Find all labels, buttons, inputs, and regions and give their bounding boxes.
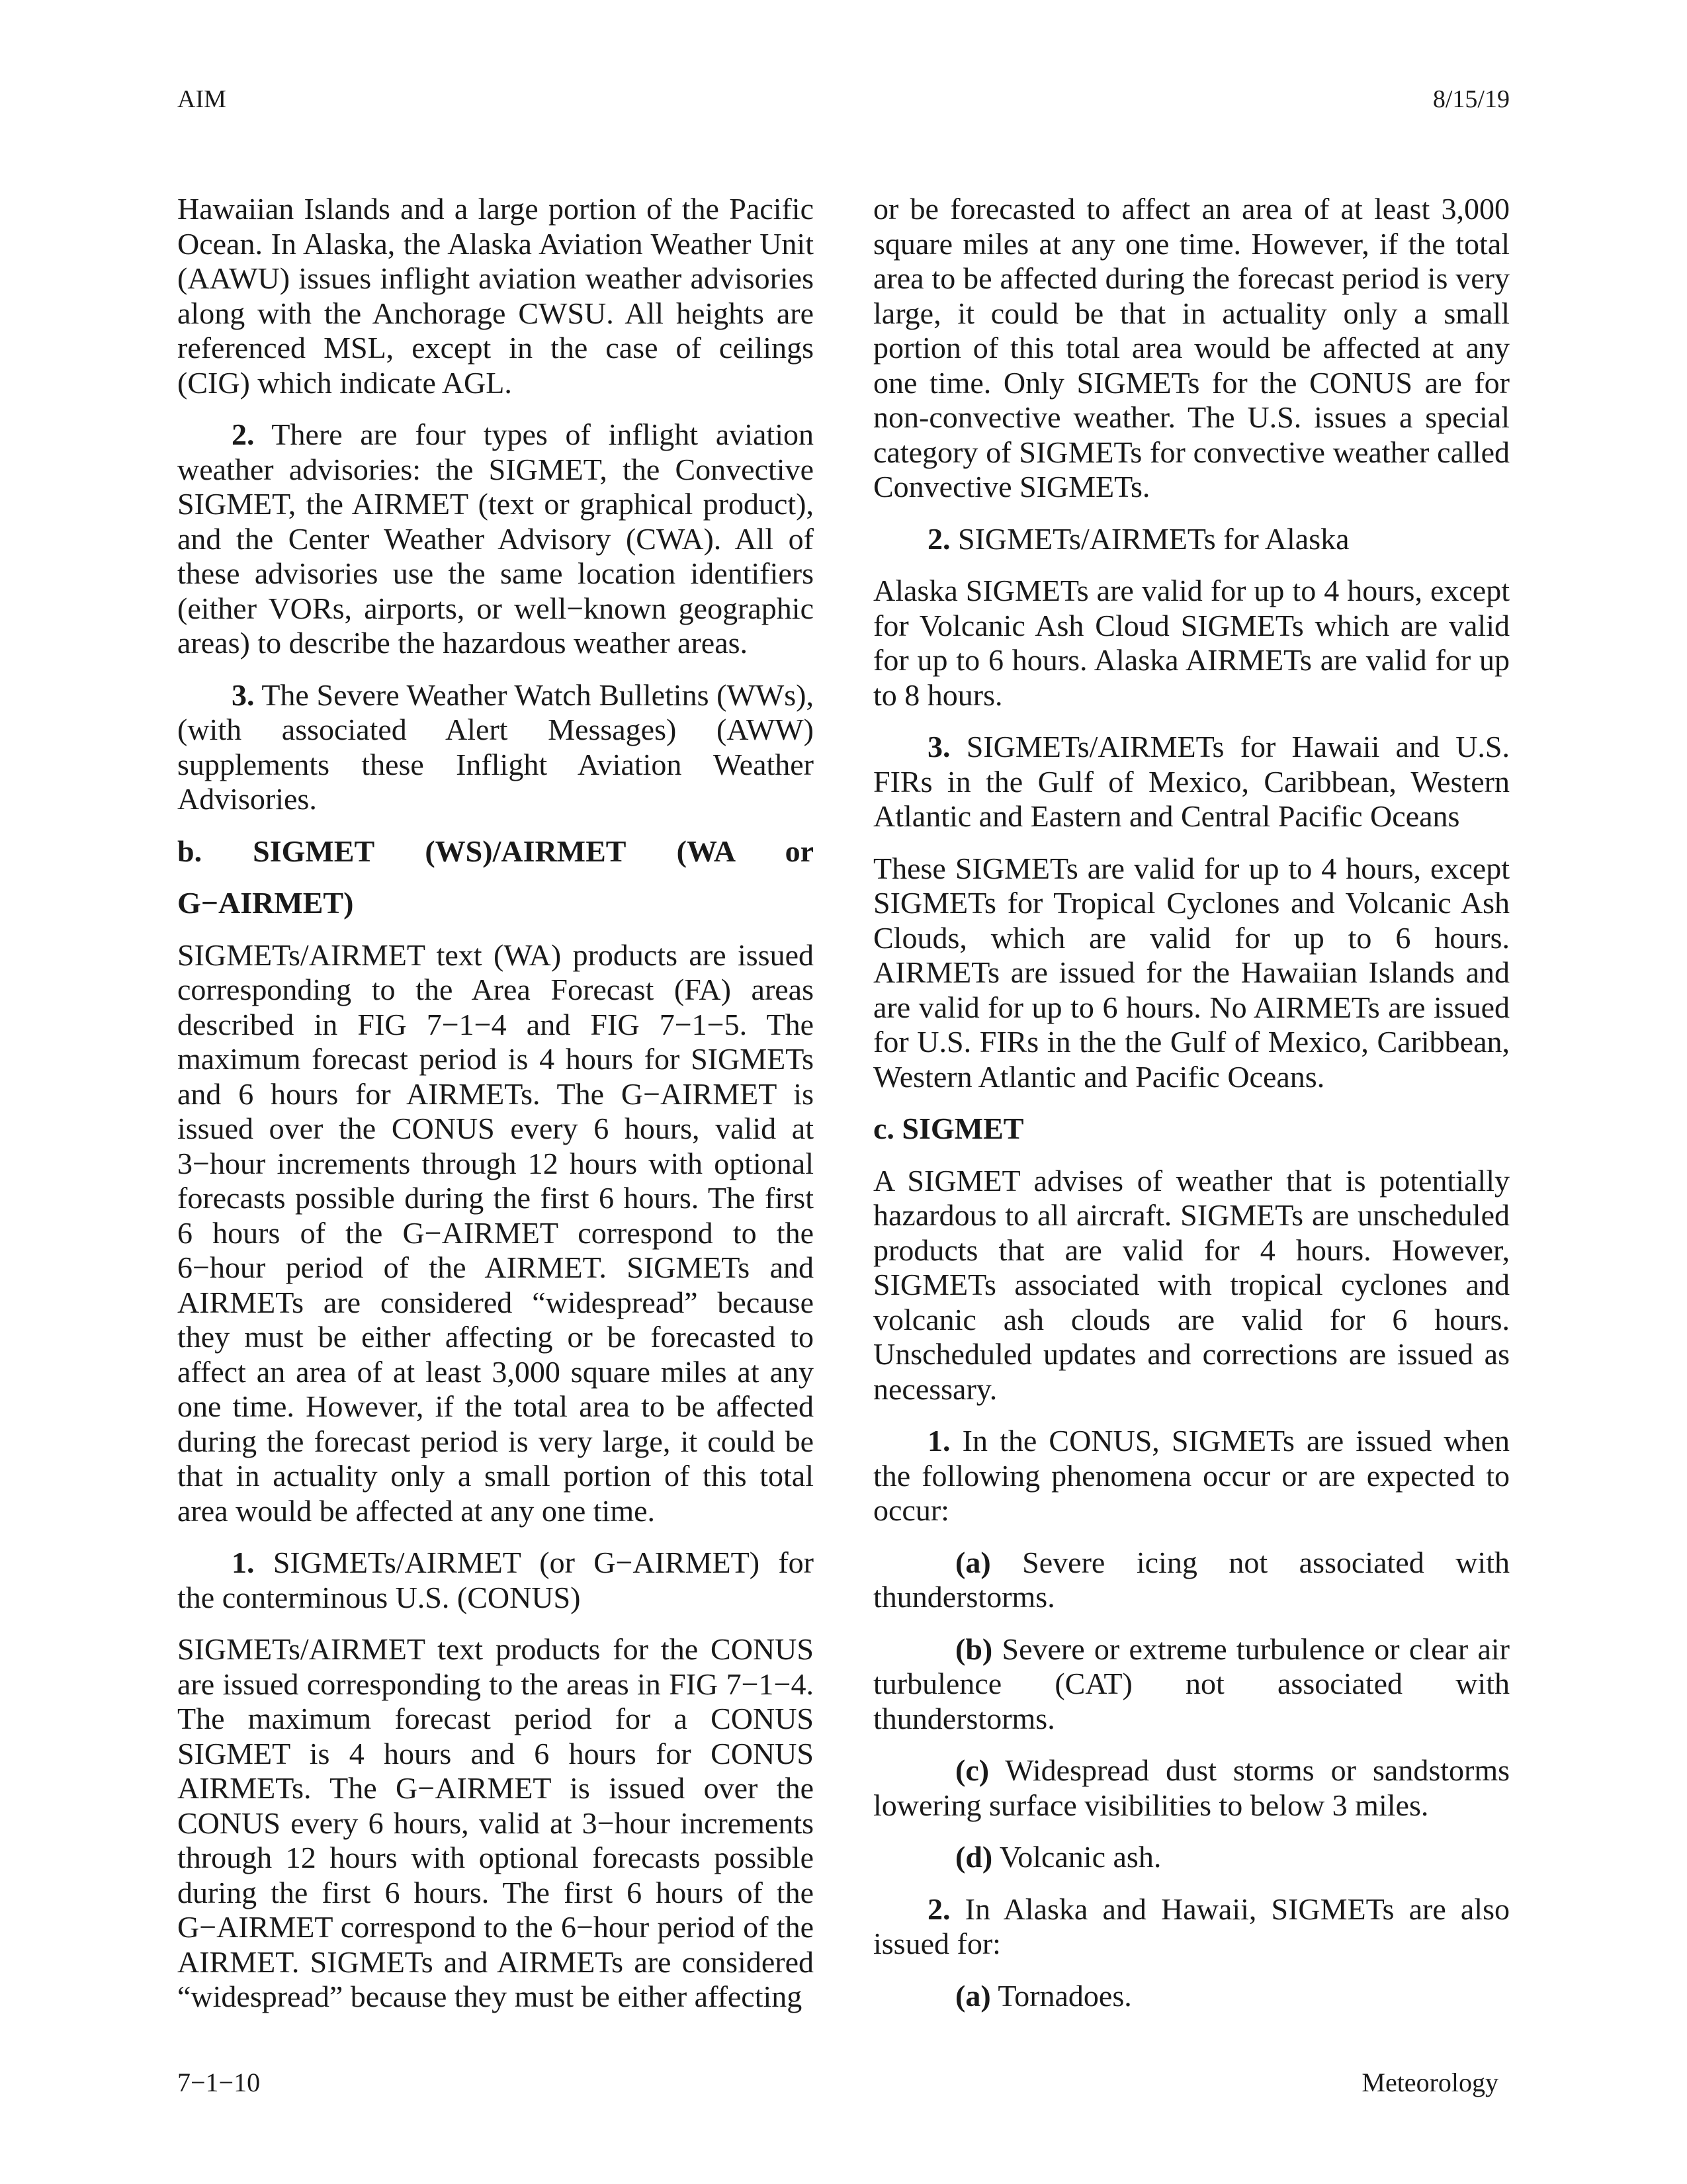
header-date: 8/15/19 (1432, 85, 1510, 113)
numbered-paragraph (177, 1546, 814, 1615)
paragraph-text: SIGMETs/AIRMETs for Hawaii and U.S. FIRs in the Gulf of Mexico, Caribbean, Western Atlantic and Eastern and Central Pacific Oceans (873, 730, 1510, 833)
paragraph: SIGMETs/AIRMET text products for the CONUS are issued corresponding to the areas in FIG 7−1−4. The maximum forecast period for a CONUS SIGMET is 4 hours and 6 hours for CONUS AIRMETs. The G−AIRMET is issued over the CONUS every 6 hours, valid at 3−hour increments through 12 hours with optional forecasts possible during the first 6 hours. The first 6 hours of the G−AIRMET correspond to the 6−hour period of the AIRMET. SIGMETs and AIRMETs are considered “widespread” because they must be either affecting (177, 1632, 814, 2013)
item-letter: (d) (955, 1840, 993, 1874)
paragraph: or be forecasted to affect an area of at least 3,000 square miles at any one time. However, if the total area to be affected during the forecast period is very large, it could be that in actuality only a small portion of this total area would be affected at any one time. Only SIGMETs for the CONUS are for non-convective weather. The U.S. issues a special category of SIGMETs for convective weather called Convective SIGMETs. (873, 192, 1510, 503)
paragraph-number: 2. (928, 1892, 951, 1926)
numbered-paragraph (873, 730, 1510, 834)
item-letter: (c) (955, 1753, 990, 1787)
paragraph: Alaska SIGMETs are valid for up to 4 hours, except for Volcanic Ash Cloud SIGMETs which are valid for up to 6 hours. Alaska AIRMETs are valid for up to 8 hours. (873, 574, 1510, 712)
paragraph-number: 3. (928, 730, 951, 764)
item-letter: (a) (955, 1978, 991, 2013)
item-text: Widespread dust storms or sandstorms lowering surface visibilities to below 3 miles. (873, 1753, 1510, 1822)
paragraph: These SIGMETs are valid for up to 4 hours, except SIGMETs for Tropical Cyclones and Volcanic Ash Clouds, which are valid for up to 6 hours. AIRMETs are issued for the Hawaiian Islands and are valid for up to 6 hours. No AIRMETs are issued for U.S. FIRs in the the Gulf of Mexico, Caribbean, Western Atlantic and Pacific Oceans. (873, 851, 1510, 1094)
section-heading-b-cont: G−AIRMET) (177, 886, 354, 920)
paragraph-text: The Severe Weather Watch Bulletins (WWs), (with associated Alert Messages) (AWW) supplements these Inflight Aviation Weather Advisories. (177, 677, 814, 816)
list-item (873, 1840, 1510, 1875)
paragraph-text: In Alaska and Hawaii, SIGMETs are also issued for: (873, 1892, 1510, 1960)
left-column (177, 192, 814, 2032)
list-item (873, 1546, 1510, 1615)
paragraph-number: 2. (928, 521, 951, 556)
paragraph-text: There are four types of inflight aviation weather advisories: the SIGMET, the Convective SIGMET, the AIRMET (text or graphical product), and the Center Weather Advisory (CWA). All of these advisories use the same location identifiers (either VORs, airports, or well−known geographic areas) to describe the hazardous weather areas. (177, 417, 814, 660)
paragraph-text: In the CONUS, SIGMETs are issued when the following phenomena occur or are expected to occur: (873, 1424, 1510, 1527)
list-item (873, 1979, 1510, 2014)
right-column (873, 192, 1510, 2031)
paragraph-text: SIGMETs/AIRMET (or G−AIRMET) for the conterminous U.S. (CONUS) (177, 1546, 814, 1614)
section-heading-b: b. SIGMET (WS)/AIRMET (WA or (177, 834, 814, 868)
paragraph-number: 1. (232, 1546, 255, 1579)
item-text: Severe icing not associated with thunderstorms. (873, 1545, 1510, 1614)
paragraph: A SIGMET advises of weather that is potentially hazardous to all aircraft. SIGMETs are unscheduled products that are valid for 4 hours. However, SIGMETs associated with tropical cyclones and volcanic ash clouds are valid for 6 hours. Unscheduled updates and corrections are issued as necessary. (873, 1163, 1510, 1406)
item-text: Severe or extreme turbulence or clear air turbulence (CAT) not associated with thunderstorms. (873, 1632, 1510, 1735)
footer-chapter: Meteorology (1362, 2068, 1498, 2097)
numbered-paragraph (873, 522, 1510, 557)
page-number: 7−1−10 (177, 2068, 261, 2097)
section-heading-c: c. SIGMET (873, 1112, 1024, 1145)
numbered-paragraph (873, 1424, 1510, 1528)
paragraph-text: SIGMETs/AIRMETs for Alaska (958, 521, 1350, 556)
item-text: Tornadoes. (998, 1978, 1132, 2013)
numbered-paragraph (177, 417, 814, 661)
numbered-paragraph (177, 678, 814, 817)
item-letter: (a) (955, 1545, 991, 1579)
paragraph: SIGMETs/AIRMET text (WA) products are issued corresponding to the Area Forecast (FA) areas described in FIG 7−1−4 and FIG 7−1−5. The maximum forecast period is 4 hours for SIGMETs and 6 hours for AIRMETs. The G−AIRMET is issued over the CONUS every 6 hours, valid at 3−hour increments through 12 hours with optional forecasts possible during the first 6 hours. The first 6 hours of the G−AIRMET correspond to the 6−hour period of the AIRMET. SIGMETs and AIRMETs are considered “widespread” because they must be either affecting or be forecasted to affect an area of at least 3,000 square miles at any one time. However, if the total area to be affected during the forecast period is very large, it could be that in actuality only a small portion of this total area would be affected at any one time. (177, 938, 814, 1528)
paragraph-number: 3. (232, 677, 255, 712)
list-item (873, 1632, 1510, 1737)
item-text: Volcanic ash. (999, 1840, 1162, 1874)
header-left: AIM (177, 85, 226, 113)
paragraph-number: 2. (232, 417, 255, 451)
item-letter: (b) (955, 1632, 993, 1666)
numbered-paragraph (873, 1892, 1510, 1962)
paragraph: Hawaiian Islands and a large portion of the Pacific Ocean. In Alaska, the Alaska Aviation Weather Unit (AAWU) issues inflight aviation weather advisories along with the Anchorage CWSU. All heights are referenced MSL, except in the case of ceilings (CIG) which indicate AGL. (177, 192, 814, 400)
paragraph-number: 1. (928, 1424, 951, 1458)
list-item (873, 1753, 1510, 1823)
